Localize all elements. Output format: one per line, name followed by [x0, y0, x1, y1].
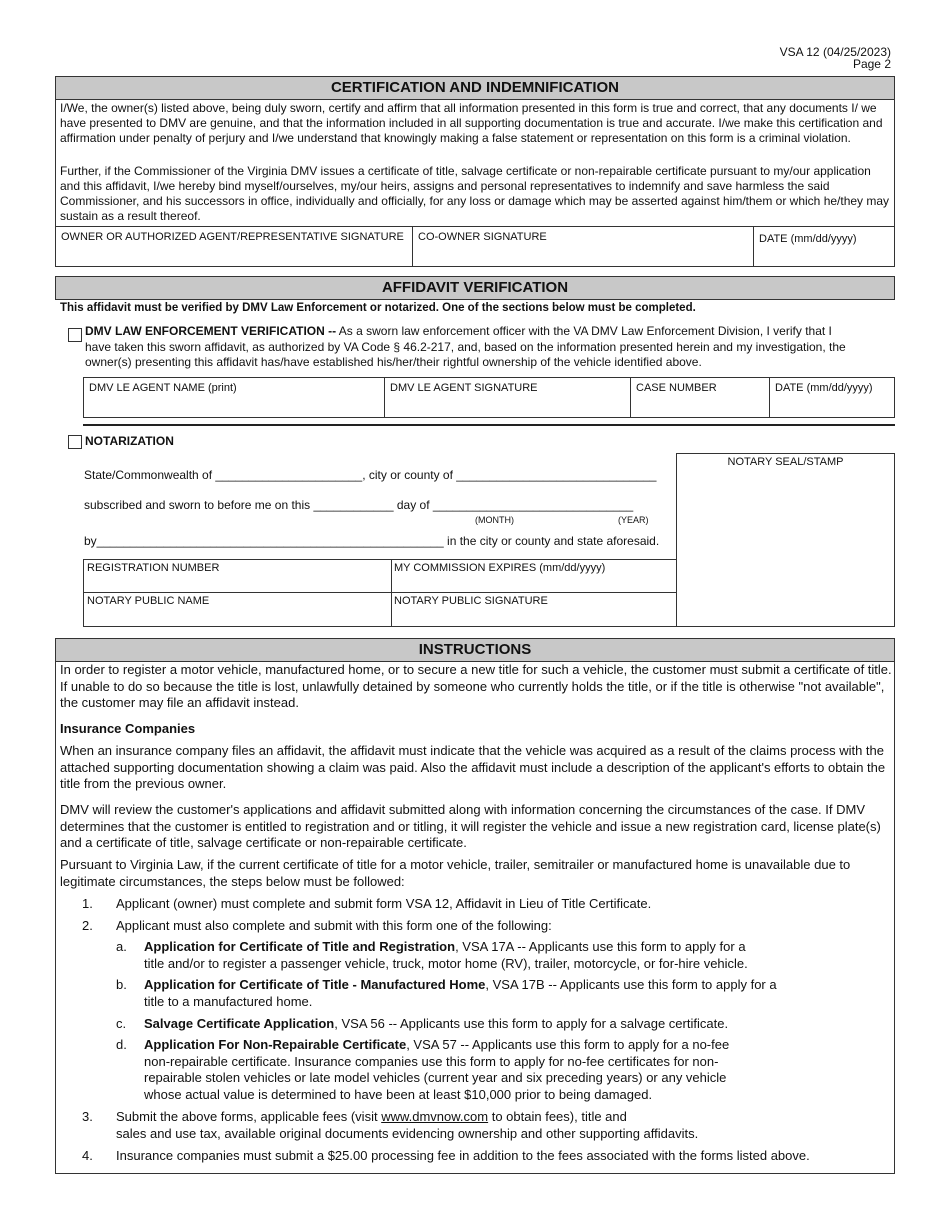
le-fields-row	[83, 377, 895, 418]
le-verification-line1: As a sworn law enforcement officer with the VA DMV Law Enforcement Division, I verify that I	[336, 324, 832, 338]
registration-number-label: REGISTRATION NUMBER	[87, 562, 220, 574]
le-verification-text	[85, 324, 895, 371]
le-verification-line2: have taken this sworn affidavit, as authorized by VA Code § 46.2-217, and, based on the information presented herein and my investigation, the	[85, 339, 846, 354]
step-a-letter: a.	[116, 939, 127, 954]
certification-header: CERTIFICATION AND INDEMNIFICATION	[55, 76, 895, 100]
certification-paragraph-1: I/We, the owner(s) listed above, being duly sworn, certify and affirm that all information presented in this form is true and correct, that any documents I/ we have presented to DMV are genuine, and that the information included in all supporting documentation is true and accurate. I/we make this certification and affirmation under penalty of perjury and I/we understand that knowingly making a false statement or representation on this form is a criminal violation.	[60, 101, 883, 145]
form-number: VSA 12 (04/25/2023)	[779, 45, 891, 59]
state-line[interactable]: State/Commonwealth of ______________________, city or county of ______________________________	[84, 468, 657, 482]
insurance-heading: Insurance Companies	[60, 721, 196, 736]
step-b-line1: , VSA 17B -- Applicants use this form to apply for a	[485, 977, 777, 992]
notary-name-field[interactable]	[84, 593, 392, 626]
le-date-field[interactable]	[770, 378, 894, 417]
form-vsa57-name: Application For Non-Repairable Certificate	[144, 1037, 407, 1052]
step-1-text: Applicant (owner) must complete and submit form VSA 12, Affidavit in Lieu of Title Certificate.	[116, 896, 652, 911]
form-vsa56-name: Salvage Certificate Application	[144, 1016, 335, 1031]
year-label: (YEAR)	[618, 515, 649, 525]
certification-box	[55, 99, 895, 267]
commission-expires-label: MY COMMISSION EXPIRES (mm/dd/yyyy)	[394, 562, 606, 574]
step-c-text	[144, 1016, 884, 1033]
instructions-header: INSTRUCTIONS	[55, 638, 895, 662]
page-number: Page 2	[852, 57, 891, 71]
step-3-text	[116, 1109, 886, 1142]
instructions-paragraph-2: When an insurance company files an affidavit, the affidavit must indicate that the vehicle was acquired as a result of the claims process with the attached supporting documentation showing a claim was paid. Also the affidavit must include a description of the applicant's efforts to obtain the title from the previous owner.	[60, 743, 886, 791]
step-b-text	[144, 977, 884, 1010]
registration-number-field[interactable]	[84, 560, 392, 593]
notary-signature-label: NOTARY PUBLIC SIGNATURE	[394, 595, 548, 607]
step-3-line2: sales and use tax, available original documents evidencing ownership and other supporting affidavits.	[116, 1125, 699, 1141]
commission-expires-field[interactable]	[392, 560, 676, 593]
notary-seal-box[interactable]	[676, 453, 895, 627]
instructions-paragraph-3: DMV will review the customer's applications and affidavit submitted along with information concerning the circumstances of the case. If DMV determines that the customer is entitled to registration and or titling, it will register the vehicle and issue a new registration card, license plate(s) and a certificate of title, salvage certificate or non-repairable certificate.	[60, 802, 881, 850]
step-2-number: 2.	[82, 918, 93, 933]
notary-fields	[83, 559, 677, 627]
notary-name-label: NOTARY PUBLIC NAME	[87, 595, 210, 607]
notary-seal-label: NOTARY SEAL/STAMP	[727, 456, 844, 468]
step-d-line2: non-repairable certificate. Insurance companies use this form to apply for no-fee certificates for non-	[144, 1053, 719, 1069]
step-d-text	[144, 1037, 884, 1103]
form-vsa17a-name: Application for Certificate of Title and Registration	[144, 939, 456, 954]
step-3-post: to obtain fees), title and	[488, 1109, 627, 1124]
dmvnow-link[interactable]: www.dmvnow.com	[381, 1109, 489, 1124]
step-4-text: Insurance companies must submit a $25.00 processing fee in addition to the fees associated with the forms listed above.	[116, 1148, 810, 1163]
coowner-signature-label: CO-OWNER SIGNATURE	[418, 231, 547, 243]
step-d-line4: whose actual value is determined to have been at least $10,000 prior to being damaged.	[144, 1086, 653, 1102]
step-3-pre: Submit the above forms, applicable fees (visit	[116, 1109, 382, 1124]
step-a-text	[144, 939, 884, 972]
owner-signature-label: OWNER OR AUTHORIZED AGENT/REPRESENTATIVE SIGNATURE	[61, 231, 404, 243]
step-b-line2: title to a manufactured home.	[144, 993, 313, 1009]
certification-paragraph-2: Further, if the Commissioner of the Virginia DMV issues a certificate of title, salvage certificate or non-repairable certificate pursuant to my/our application and this affidavit, I/we hereby bind myself/ourselves, my/our heirs, assigns and personal representatives to indemnify and save harmless the said Commissioner, and his successors in office, individually and officially, for any loss or damage which may be asserted against him/them or which he/they may sustain as a result thereof.	[60, 164, 890, 223]
step-a-line2: title and/or to register a passenger vehicle, truck, motor home (RV), trailer, motorcycle, or for-hire vehicle.	[144, 955, 748, 971]
month-label: (MONTH)	[475, 515, 514, 525]
certification-date-label: DATE (mm/dd/yyyy)	[759, 233, 857, 245]
form-vsa17b-name: Application for Certificate of Title - Manufactured Home	[144, 977, 486, 992]
coowner-signature-field[interactable]	[413, 226, 754, 267]
owner-signature-field[interactable]	[56, 226, 413, 267]
step-a-line1: , VSA 17A -- Applicants use this form to apply for a	[455, 939, 746, 954]
instructions-box	[55, 661, 895, 1174]
notary-signature-field[interactable]	[392, 593, 676, 626]
affidavit-header: AFFIDAVIT VERIFICATION	[55, 276, 895, 300]
step-1-number: 1.	[82, 896, 93, 911]
le-agent-name-label: DMV LE AGENT NAME (print)	[89, 382, 237, 394]
instructions-paragraph-4: Pursuant to Virginia Law, if the current certificate of title for a motor vehicle, trailer, semitrailer or manufactured home is unavailable due to legitimate circumstances, the steps below must be followed:	[60, 857, 851, 889]
le-date-label: DATE (mm/dd/yyyy)	[775, 382, 873, 394]
notarization-title: NOTARIZATION	[85, 434, 174, 448]
le-verification-checkbox[interactable]	[68, 328, 82, 342]
case-number-field[interactable]	[631, 378, 770, 417]
step-3-number: 3.	[82, 1109, 93, 1124]
step-c-letter: c.	[116, 1016, 127, 1031]
step-c-line1: , VSA 56 -- Applicants use this form to apply for a salvage certificate.	[334, 1016, 729, 1031]
certification-date-field[interactable]	[754, 226, 894, 267]
step-2-text: Applicant must also complete and submit with this form one of the following:	[116, 918, 552, 933]
instructions-paragraph-1: In order to register a motor vehicle, manufactured home, or to secure a new title for such a vehicle, the customer must submit a certificate of title. If unable to do so because the title is lost, unlawfully detained by someone who currently holds the title, or if the title is otherwise "not available", the customer may file an affidavit instead.	[60, 662, 892, 710]
step-b-letter: b.	[116, 977, 127, 992]
step-d-letter: d.	[116, 1037, 127, 1052]
by-line[interactable]: by____________________________________________________ in the city or county and state aforesaid.	[84, 534, 660, 548]
sworn-line[interactable]: subscribed and sworn to before me on this ____________ day of ______________________________	[84, 498, 634, 512]
form-id	[780, 46, 891, 70]
le-agent-signature-label: DMV LE AGENT SIGNATURE	[390, 382, 538, 394]
step-d-line1: , VSA 57 -- Applicants use this form to apply for a no-fee	[406, 1037, 730, 1052]
le-agent-signature-field[interactable]	[385, 378, 631, 417]
step-4-number: 4.	[82, 1148, 93, 1163]
affidavit-intro: This affidavit must be verified by DMV Law Enforcement or notarized. One of the sections below must be completed.	[60, 302, 696, 314]
le-agent-name-field[interactable]	[84, 378, 385, 417]
section-divider	[83, 424, 895, 426]
notarization-checkbox[interactable]	[68, 435, 82, 449]
le-verification-line3: owner(s) presenting this affidavit has/have established his/her/their rightful ownership of the vehicle identified above.	[85, 355, 702, 369]
step-d-line3: repairable stolen vehicles or late model vehicles (current year and six preceding years) or any vehicle	[144, 1070, 727, 1085]
case-number-label: CASE NUMBER	[636, 382, 717, 394]
le-verification-title: DMV LAW ENFORCEMENT VERIFICATION --	[85, 324, 337, 338]
